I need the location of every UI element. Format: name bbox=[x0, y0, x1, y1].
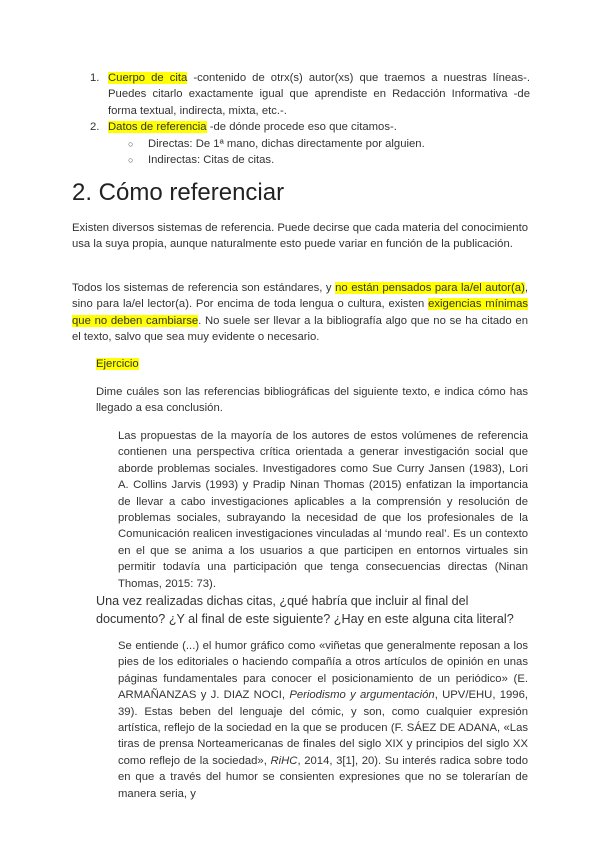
text-run: . No suele ser llevar a la bibliografía algo que no se ha citado en el texto, salvo que sea muy evidente o necesario. bbox=[72, 314, 528, 344]
list-item-cuerpo-de-cita bbox=[90, 70, 530, 119]
highlight-datos-de-referencia: Datos de referencia bbox=[108, 121, 207, 134]
numbered-list bbox=[90, 70, 530, 168]
circle-bullet-icon: ○ bbox=[128, 155, 134, 166]
paragraph-sistemas: Existen diversos sistemas de referencia. Puede decirse que cada materia del conocimiento usa la suya propia, aunque naturalmente esto puede variar en función de la publicación. bbox=[72, 222, 528, 251]
exercise-instructions: Dime cuáles son las referencias bibliográficas del siguiente texto, e indica cómo has llegado a esa conclusión. bbox=[96, 386, 528, 415]
circle-bullet-icon: ○ bbox=[128, 138, 134, 149]
text-run: , sino para la/el lector(a). Por encima de toda lengua o cultura, existen bbox=[72, 282, 528, 311]
list-item-datos-de-referencia bbox=[90, 119, 530, 168]
paragraph-estandares bbox=[72, 280, 528, 346]
block-quote-2 bbox=[118, 638, 528, 802]
sub-item-indirectas bbox=[128, 152, 530, 168]
highlight-cuerpo-de-cita: Cuerpo de cita bbox=[108, 72, 188, 84]
block-quote-1: Las propuestas de la mayoría de los autores de estos volúmenes de referencia contienen una perspectiva crítica orientada a generar investigación social que aborde problemas sociales. Investigadores como Sue Curry Jansen (1983), Lori A. Collins Jarvis (1993) y Pradip Ninan Thomas (2015) enfatizan la importancia de llevar a cabo investigaciones aplicables a la comprensión y resolución de problemas sociales, subrayando la necesidad de que los profesionales de la Comunicación realicen investigaciones vinculadas al ‘mundo real’. Es un contexto en el que se anima a los usuarios a que participen en entornos virtuales sin permitir todavía una participación que tenga consecuencias directas (Ninan Thomas, 2015: 73). bbox=[118, 430, 528, 590]
list-number: 2. bbox=[90, 121, 100, 134]
italic-title: RiHC bbox=[270, 754, 298, 767]
list-number: 1. bbox=[90, 72, 100, 84]
highlight-exigencias: exigencias mínimas que no deben cambiarse bbox=[72, 298, 528, 327]
highlight-ejercicio: Ejercicio bbox=[96, 358, 139, 370]
exercise-label bbox=[96, 356, 139, 372]
sub-item-directas bbox=[128, 136, 530, 152]
section-heading: 2. Cómo referenciar bbox=[72, 179, 285, 206]
highlight-no-pensados: no están pensados para la/el autor(a) bbox=[335, 282, 525, 294]
text-run: , 2014, 3[1], 20). Su interés radica sobre todo en que a través del humor se consienten expresiones que no se tolerarían de manera seria, y bbox=[118, 754, 528, 800]
question-paragraph: Una vez realizadas dichas citas, ¿qué habría que incluir al final del documento? ¿Y al final de este siguiente? ¿Hay en este alguna cita literal? bbox=[96, 594, 514, 626]
list-text: -de dónde procede eso que citamos-. bbox=[206, 121, 397, 134]
list-text: -contenido de otrx(s) autor(xs) que traemos a nuestras líneas-. Puedes citarlo exactamente igual que aprendiste en Redacción Informativa -de forma textual, indirecta, mixta, etc.-. bbox=[108, 72, 530, 117]
text-run: Se entiende (...) el humor gráfico como «viñetas que generalmente reposan a los pies de los editoriales o haciendo compañía a otros artículos de opinión en unas páginas fundamentales para conocer el posicionamiento de un periódico» (E. ARMAÑANZAS y J. DIAZ NOCI, bbox=[118, 640, 528, 702]
sub-item-text: Indirectas: Citas de citas. bbox=[148, 154, 275, 167]
text-run: , UPV/EHU, 1996, 39). Estas beben del lenguaje del cómic, y son, como cualquier expresión artística, reflejo de la sociedad en la que se producen (F. SÁEZ DE ADANA, «Las tiras de prensa Norteamericanas de finales del siglo XIX y principios del siglo XX como reflejo de la sociedad», bbox=[118, 689, 529, 767]
italic-title: Periodismo y argumentación bbox=[289, 689, 435, 702]
sub-item-text: Directas: De 1ª mano, dichas directamente por alguien. bbox=[148, 137, 425, 150]
text-run: Todos los sistemas de referencia son estándares, y bbox=[72, 282, 336, 294]
